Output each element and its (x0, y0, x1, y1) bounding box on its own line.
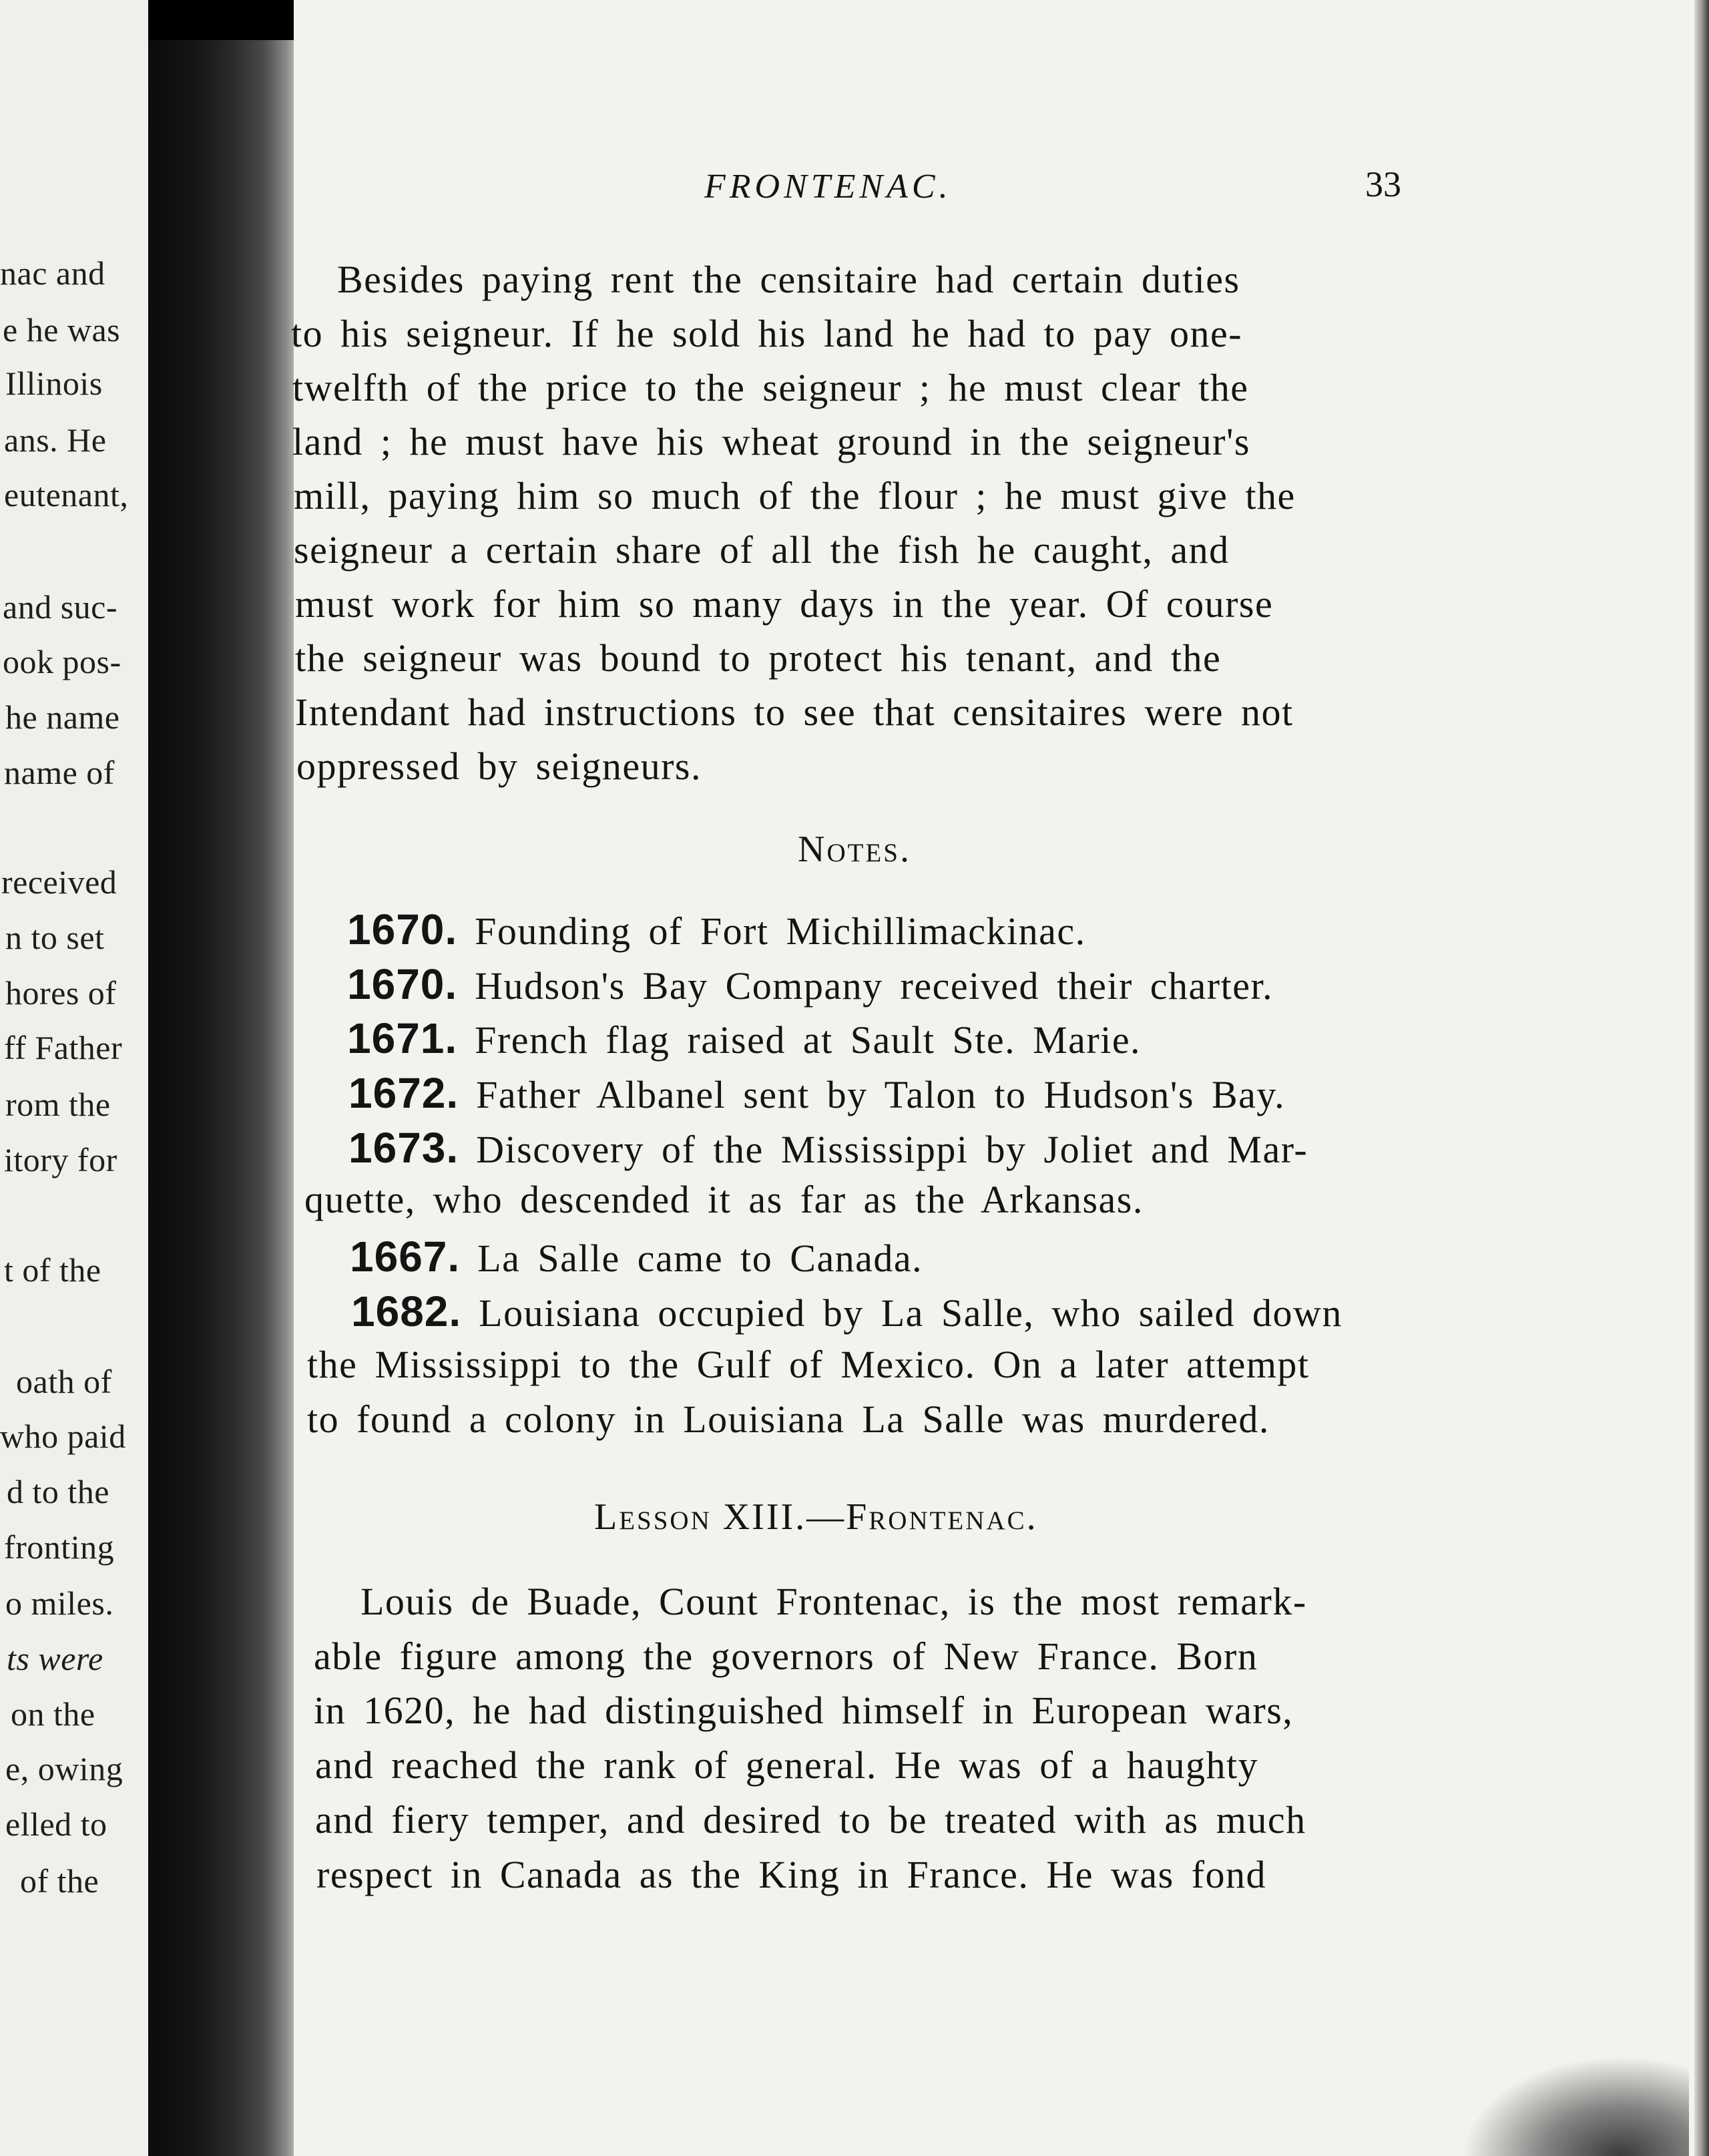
page-smudge (1462, 2056, 1689, 2156)
facing-line: rom the (5, 1086, 111, 1123)
text-line: to his seigneur. If he sold his land he had to pay one- (291, 312, 1243, 355)
text-line: Besides paying rent the censitaire had certain duties (337, 258, 1240, 301)
text-line: mill, paying him so much of the flour ; he must give the (294, 474, 1296, 517)
facing-line: ook pos- (3, 643, 121, 680)
note-line (307, 1342, 1310, 1387)
book-gutter (148, 0, 302, 2156)
facing-line: on the (11, 1695, 95, 1733)
note-text: French flag raised at Sault Ste. Marie. (475, 1018, 1142, 1062)
text-line: and fiery temper, and desired to be treated with as much (315, 1798, 1306, 1842)
note-line (350, 1232, 923, 1281)
facing-line: itory for (4, 1141, 117, 1178)
facing-line: ans. He (4, 421, 107, 459)
facing-line: e, owing (5, 1750, 124, 1787)
text-line: able figure among the governors of New France. Born (314, 1635, 1258, 1678)
text-line: respect in Canada as the King in France. He was fond (316, 1853, 1266, 1896)
page-number: 33 (1365, 164, 1401, 204)
note-line (348, 1068, 1285, 1118)
note-text: to found a colony in Louisiana La Salle was murdered. (307, 1397, 1270, 1441)
note-line (347, 905, 1086, 954)
note-year: 1670. (347, 960, 458, 1008)
facing-line: Illinois (5, 365, 103, 402)
note-line (347, 959, 1273, 1009)
note-year: 1667. (350, 1233, 461, 1281)
facing-line: of the (20, 1862, 99, 1900)
facing-line: eutenant, (4, 476, 129, 513)
note-line (348, 1123, 1308, 1172)
lesson-heading: Lesson XIII.—Frontenac. (594, 1496, 1038, 1538)
facing-line: fronting (4, 1528, 115, 1566)
text-line: the seigneur was bound to protect his tenant, and the (295, 636, 1222, 680)
text-line: oppressed by seigneurs. (296, 744, 702, 788)
notes-heading: Notes. (798, 829, 911, 870)
text-line: must work for him so many days in the year. Of course (295, 582, 1274, 626)
facing-line: o miles. (5, 1584, 114, 1622)
note-year: 1671. (347, 1014, 458, 1062)
facing-line: he name (5, 698, 120, 736)
facing-line: n to set (5, 919, 105, 956)
book-page (291, 0, 1709, 2156)
page-edge (1694, 0, 1709, 2156)
facing-line: d to the (7, 1473, 109, 1510)
facing-line: e he was (3, 311, 121, 349)
note-year: 1672. (348, 1069, 459, 1117)
note-line (304, 1177, 1144, 1222)
facing-line: t of the (4, 1251, 101, 1289)
facing-line: ts were (7, 1640, 103, 1677)
text-line: land ; he must have his wheat ground in the seigneur's (292, 420, 1250, 463)
facing-line: and suc- (3, 588, 117, 626)
note-line (307, 1397, 1270, 1442)
note-text: La Salle came to Canada. (477, 1237, 923, 1280)
note-text: Discovery of the Mississippi by Joliet and Mar- (476, 1128, 1308, 1171)
note-text: Hudson's Bay Company received their charter. (475, 964, 1274, 1008)
text-line: and reached the rank of general. He was of a haughty (315, 1743, 1259, 1787)
facing-line: elled to (5, 1805, 107, 1843)
facing-line: who paid (0, 1418, 126, 1455)
text-line: Intendant had instructions to see that censitaires were not (295, 690, 1294, 734)
facing-line: ff Father (4, 1029, 123, 1066)
facing-line: oath of (16, 1363, 112, 1400)
facing-line: hores of (5, 974, 117, 1012)
note-year: 1682. (351, 1287, 462, 1335)
note-year: 1673. (348, 1124, 459, 1172)
text-line: Louis de Buade, Count Frontenac, is the most remark- (360, 1580, 1307, 1623)
note-text: Father Albanel sent by Talon to Hudson's Bay. (476, 1073, 1286, 1116)
facing-page (0, 0, 155, 2156)
note-text: quette, who descended it as far as the Arkansas. (304, 1178, 1144, 1221)
note-line (351, 1287, 1342, 1336)
note-year: 1670. (347, 905, 458, 953)
note-line (347, 1014, 1141, 1063)
facing-line: nac and (0, 254, 105, 292)
facing-line: received (1, 863, 117, 901)
note-text: Founding of Fort Michillimackinac. (475, 909, 1086, 953)
note-text: the Mississippi to the Gulf of Mexico. On a later attempt (307, 1343, 1310, 1386)
running-head: FRONTENAC. (704, 168, 952, 206)
gutter-top (148, 0, 302, 40)
text-line: seigneur a certain share of all the fish he caught, and (294, 528, 1230, 572)
facing-line: name of (4, 754, 115, 791)
text-line: twelfth of the price to the seigneur ; he must clear the (292, 366, 1249, 409)
text-line: in 1620, he had distinguished himself in European wars, (314, 1689, 1294, 1732)
note-text: Louisiana occupied by La Salle, who sailed down (479, 1291, 1342, 1335)
